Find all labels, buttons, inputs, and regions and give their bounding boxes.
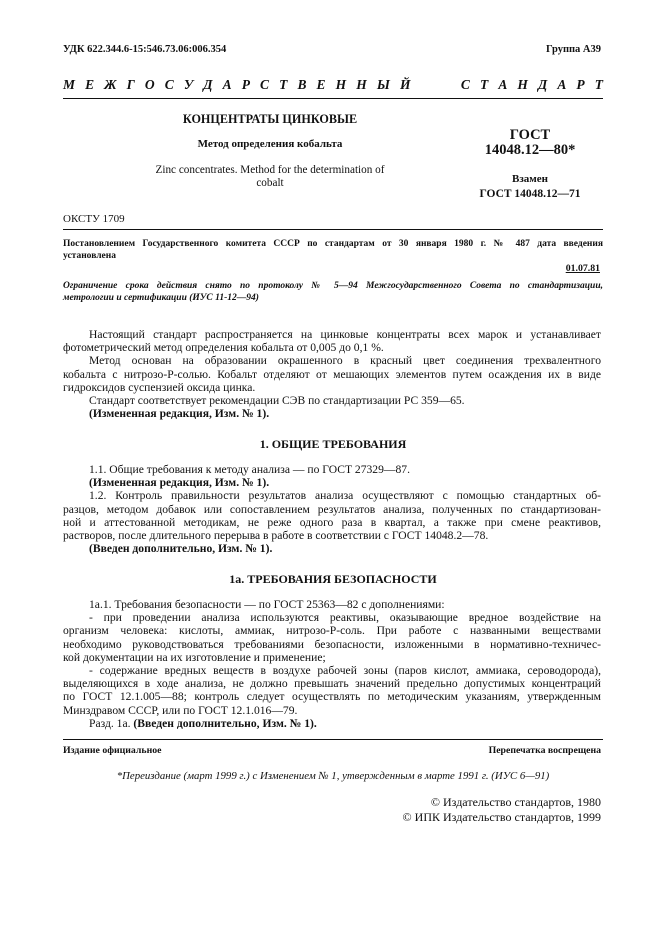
official-edition: Издание официальное	[63, 745, 162, 756]
footer-rule	[63, 739, 603, 740]
english-title-line2: cobalt	[256, 177, 284, 189]
gost-number: 14048.12—80*	[484, 142, 576, 158]
okstu-code: ОКСТУ 1709	[63, 213, 125, 225]
replaces-number: ГОСТ 14048.12—71	[479, 188, 581, 200]
section-line: ной и аттестованной методикам, не реже одного раза в квартал, а также при смене реактивов,	[63, 515, 601, 529]
intro-line: кобальта с нитрозо-Р-солью. Кобальт отделяют от мешающих элементов путем осаждения их в виде	[63, 367, 601, 381]
section-line: - при проведении анализа используются реактивы, оказывающие вредное воздействие на	[89, 611, 601, 625]
amendment-note: (Измененная редакция, Изм. № 1).	[89, 476, 270, 490]
section-line: разцов, методом добавок или сопоставлением результатов анализа, полученных по стандартизован-	[63, 502, 601, 516]
copyright-1999: © ИПК Издательство стандартов, 1999	[402, 810, 601, 824]
section-1a-closing	[63, 717, 601, 730]
okstu-rule	[63, 229, 603, 230]
udk-code: УДК 622.344.6-15:546.73.06:006.354	[63, 44, 227, 55]
section-line: необходимо руководствоваться требованиями безопасности, изложенными в нормативно-техничес-	[63, 637, 601, 651]
restriction-line2: метрологии и сертификации (ИУС 11-12—94)	[63, 293, 259, 303]
section-1a-text	[63, 598, 601, 730]
section-line: организм человека: кислоты, аммиак, нитрозо-Р-соль. При работе с названными веществами	[63, 624, 601, 638]
replaces-label: Взамен	[512, 173, 548, 185]
amendment-note: (Введен дополнительно, Изм. № 1).	[89, 542, 273, 556]
section-1a-closing-prefix: Разд. 1а.	[89, 716, 131, 730]
reprint-prohibited: Перепечатка воспрещена	[488, 745, 601, 756]
gost-label: ГОСТ	[509, 127, 551, 143]
copyright-1980: © Издательство стандартов, 1980	[430, 795, 601, 809]
section-line: по ГОСТ 12.1.005—88; контроль следует осуществлять по методическим указаниям, утвержденным	[63, 690, 601, 704]
amendment-note: (Введен дополнительно, Изм. № 1).	[133, 716, 317, 730]
banner-rule	[63, 98, 603, 99]
section-line: растворов, после длительного перерыва в работе в соответствии с ГОСТ 14048.2—78.	[63, 529, 489, 543]
section-1-heading: 1. ОБЩИЕ ТРЕБОВАНИЯ	[259, 437, 407, 451]
decree-date: 01.07.81	[565, 263, 600, 274]
section-line: выделяющихся в ходе анализа, не должно превышать значений предельно допустимых концентраций	[63, 677, 601, 691]
document-subtitle: Метод определения кобальта	[197, 138, 343, 150]
restriction-line1: Ограничение срока действия снято по протоколу № 5—94 Межгосударственного Совета по стандартизации,	[63, 281, 603, 291]
reissue-note: *Переиздание (март 1999 г.) с Изменением № 1, утвержденным в марте 1991 г. (ИУС 6—91)	[116, 770, 550, 782]
english-title-line1: Zinc concentrates. Method for the determination of	[155, 164, 385, 176]
section-line: 1а.1. Требования безопасности — по ГОСТ 25363—82 с дополнениями:	[89, 598, 445, 611]
intro-line: фотометрический метод определения кобальта от 0,005 до 0,1 %.	[63, 341, 384, 355]
group-code: Группа А39	[545, 44, 601, 55]
amendment-note: (Измененная редакция, Изм. № 1).	[89, 407, 270, 421]
intro-line: гидроксидов суспензией оксида цинка.	[63, 380, 256, 394]
section-line: 1.2. Контроль правильности результатов анализа осуществляют с помощью стандартных об-	[89, 489, 601, 503]
section-1-text	[63, 463, 601, 555]
section-1a-heading: 1а. ТРЕБОВАНИЯ БЕЗОПАСНОСТИ	[229, 572, 437, 586]
decree-line2: установлена	[63, 251, 116, 261]
intro-text	[63, 328, 601, 420]
intro-line: Метод основан на образовании окрашенного в красный цвет соединения трехвалентного	[89, 354, 601, 368]
section-line: кой документации на их изготовление и применение;	[63, 650, 326, 664]
intro-line: Стандарт соответствует рекомендации СЭВ по стандартизации РС 359—65.	[89, 394, 465, 408]
section-line: - содержание вредных веществ в воздухе рабочей зоны (паров кислот, аммиака, сероводорода),	[89, 664, 601, 678]
standard-banner: М Е Ж Г О С У Д А Р С Т В Е Н Н Ы Й С Т А Н Д А Р Т	[63, 77, 603, 92]
document-title: КОНЦЕНТРАТЫ ЦИНКОВЫЕ	[182, 112, 358, 126]
intro-line: Настоящий стандарт распространяется на цинковые концентраты всех марок и устанавливает	[89, 328, 601, 341]
section-line: 1.1. Общие требования к методу анализа — по ГОСТ 27329—87.	[89, 463, 410, 476]
decree-line1: Постановлением Государственного комитета СССР по стандартам от 30 января 1980 г. № 487 дата введения	[63, 239, 603, 249]
section-line: Минздравом СССР, или по ГОСТ 12.1.016—79.	[63, 703, 298, 717]
